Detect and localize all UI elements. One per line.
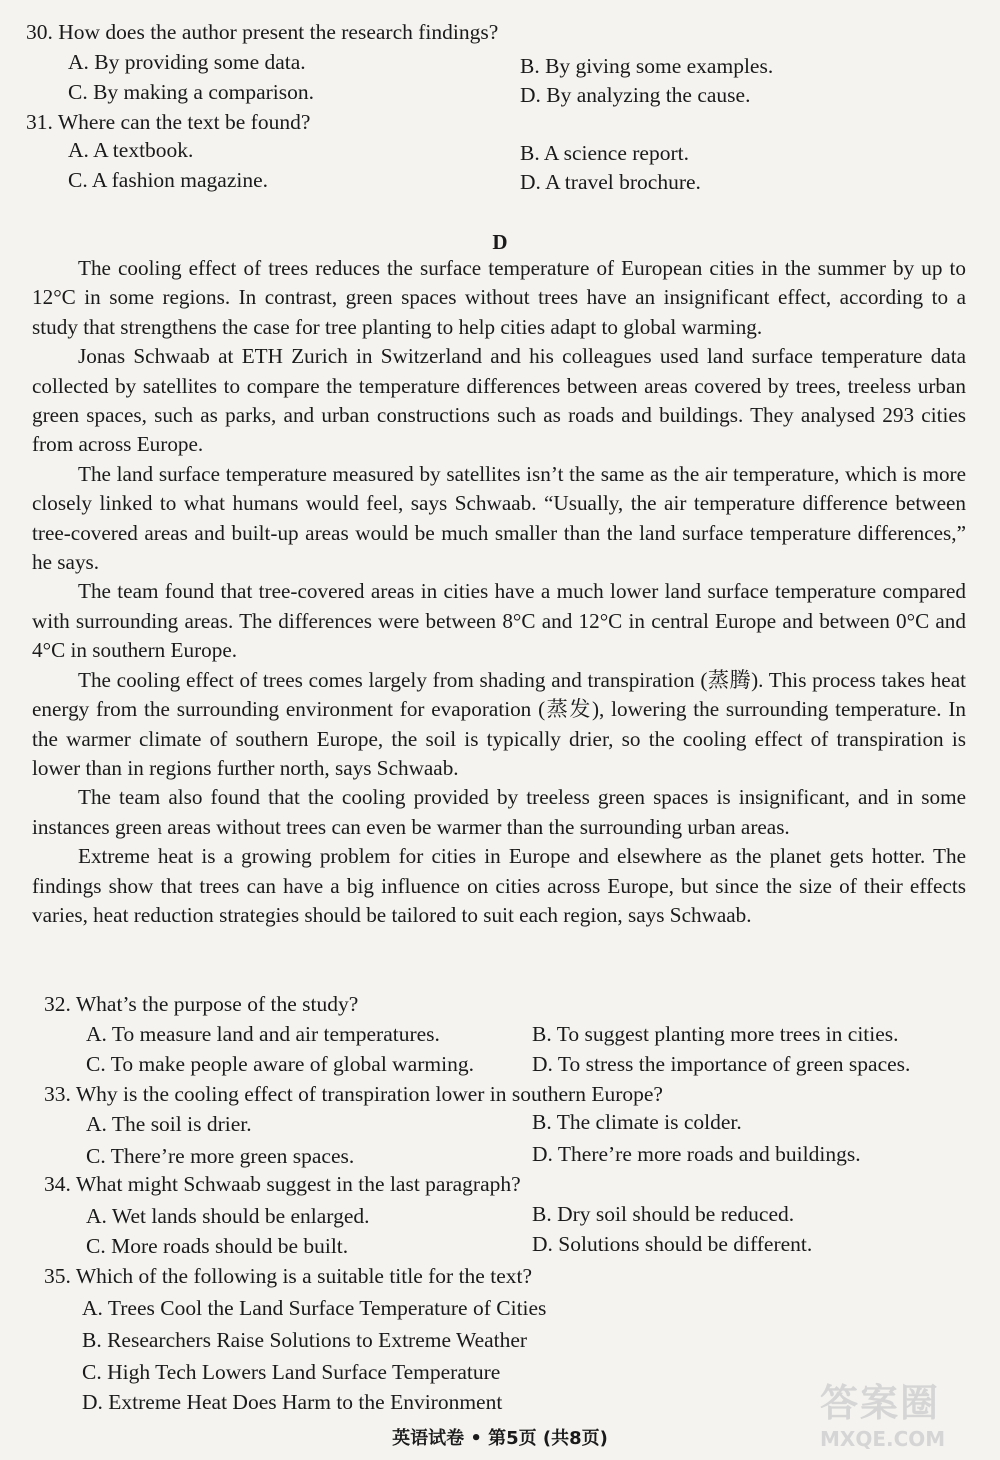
section-heading: D [492,230,508,254]
question-35-option-b: B. Researchers Raise Solutions to Extreme Weather [82,1328,528,1352]
question-33-option-c: C. There’re more green spaces. [86,1144,355,1168]
question-34-option-b: B. Dry soil should be reduced. [532,1202,795,1226]
question-33-stem: 33. Why is the cooling effect of transpiration lower in southern Europe? [44,1082,663,1106]
question-32-option-c: C. To make people aware of global warming. [86,1052,474,1076]
question-35-stem: 35. Which of the following is a suitable title for the text? [44,1264,533,1288]
question-35-option-d: D. Extreme Heat Does Harm to the Environment [82,1390,503,1414]
question-34-option-c: C. More roads should be built. [86,1234,349,1258]
question-30-option-b: B. By giving some examples. [520,54,774,78]
passage-paragraph-5: The cooling effect of trees comes largely from shading and transpiration (蒸腾). This process takes heat energy from the surrounding environment for evaporation (蒸发), lowering the surrounding temperature. In the warmer climate of southern Europe, the soil is typically drier, so the cooling effect of transpiration is lower than in regions further north, says Schwaab. [32,667,966,780]
question-34-option-a: A. Wet lands should be enlarged. [86,1204,370,1228]
question-35-option-a: A. Trees Cool the Land Surface Temperature of Cities [82,1296,547,1320]
watermark-site: 答案圈 [820,1381,941,1425]
question-32-option-d: D. To stress the importance of green spaces. [532,1052,911,1076]
question-33-option-b: B. The climate is colder. [532,1110,742,1134]
question-31-option-d: D. A travel brochure. [520,170,701,194]
passage-paragraph-3: The land surface temperature measured by satellites isn’t the same as the air temperature, which is more closely linked to what humans would feel, says Schwaab. “Usually, the air temperature difference between tree-covered areas and built-up areas would be much smaller than the land surface temperature differences,” he says. [32,461,966,575]
question-32-stem: 32. What’s the purpose of the study? [44,992,359,1016]
watermark-logo [820,1372,990,1452]
passage-paragraph-2: Jonas Schwaab at ETH Zurich in Switzerland and his colleagues used land surface temperature data collected by satellites to compare the temperature differences between areas covered by trees, treeless urban green spaces, such as parks, and urban constructions such as roads and buildings. They analysed 293 cities from across Europe. [32,344,966,457]
question-34-option-d: D. Solutions should be different. [532,1232,813,1256]
question-31-option-b: B. A science report. [520,141,689,165]
passage-paragraph-6: The team also found that the cooling provided by treeless green spaces is insignificant, and in some instances green areas without trees can even be warmer than the surrounding urban areas. [32,785,966,839]
reading-passage [32,254,966,930]
question-32-option-b: B. To suggest planting more trees in cities. [532,1022,899,1046]
question-35-option-c: C. High Tech Lowers Land Surface Temperature [82,1360,501,1384]
passage-paragraph-1: The cooling effect of trees reduces the surface temperature of European cities in the summer by up to 12°C in some regions. In contrast, green spaces without trees have an insignificant effect, according to a study that strengthens the case for tree planting to help cities adapt to global warming. [32,256,966,339]
passage-paragraph-4: The team found that tree-covered areas in cities have a much lower land surface temperature compared with surrounding areas. The differences were between 8°C and 12°C in central Europe and between 0°C and 4°C in southern Europe. [32,579,966,663]
question-31-option-a: A. A textbook. [68,138,194,162]
page-footer: 英语试卷 • 第5页 (共8页) [392,1428,608,1449]
question-32-option-a: A. To measure land and air temperatures. [86,1022,440,1046]
question-30-option-c: C. By making a comparison. [68,80,315,104]
question-34-stem: 34. What might Schwaab suggest in the last paragraph? [44,1172,521,1196]
question-30-stem: 30. How does the author present the research findings? [26,20,499,44]
question-33-option-a: A. The soil is drier. [86,1112,252,1136]
question-31-option-c: C. A fashion magazine. [68,168,269,192]
question-30-option-d: D. By analyzing the cause. [520,83,751,107]
question-31-stem: 31. Where can the text be found? [26,110,311,134]
question-33-option-d: D. There’re more roads and buildings. [532,1142,861,1166]
question-30-option-a: A. By providing some data. [68,50,306,74]
passage-paragraph-7: Extreme heat is a growing problem for cities in Europe and elsewhere as the planet gets hotter. The findings show that trees can have a big influence on cities across Europe, but since the size of their effects varies, heat reduction strategies should be tailored to suit each region, says Schwaab. [32,844,966,927]
watermark-domain: MXQE.COM [820,1427,946,1451]
